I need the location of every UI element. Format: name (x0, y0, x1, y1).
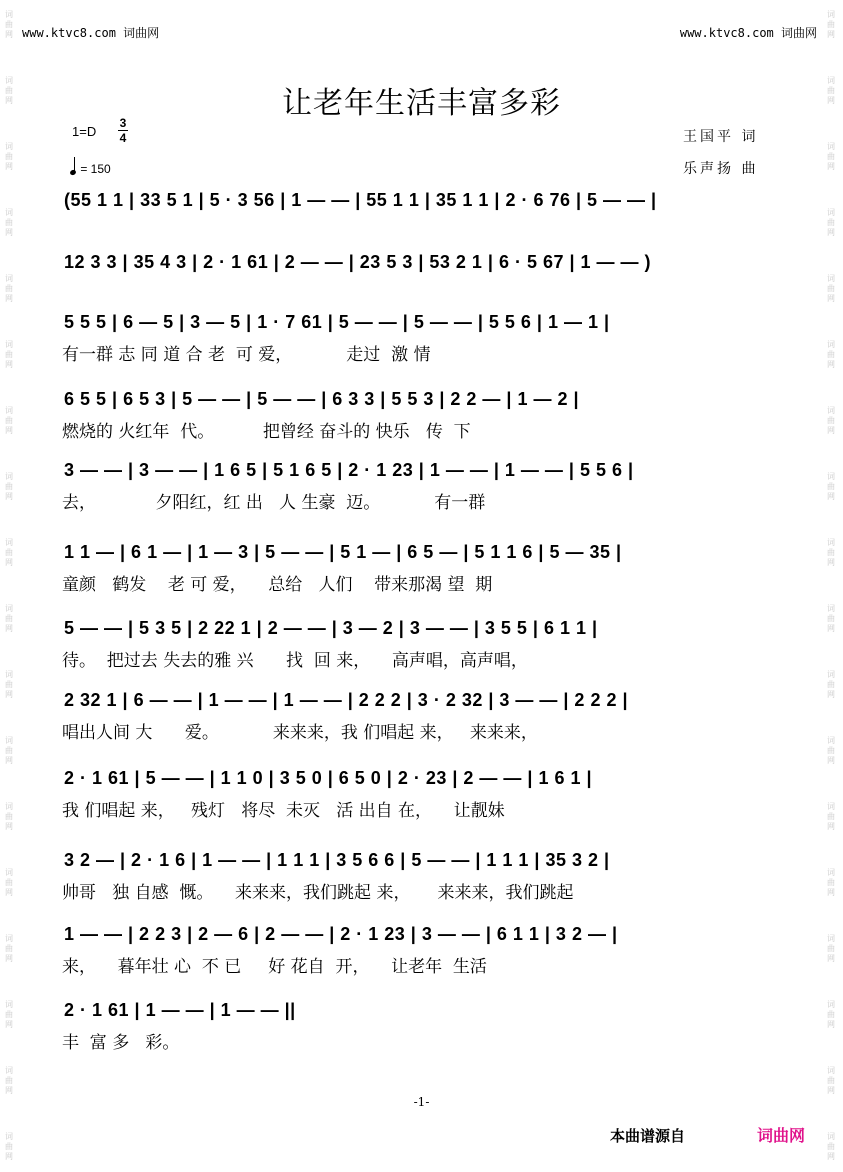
lyric-line (60, 216, 780, 246)
watermark-text: 词 曲 网 (827, 472, 835, 501)
source-logo[interactable]: 词曲网 (757, 1126, 806, 1145)
lyric-line (60, 568, 780, 598)
watermark-text: 词 曲 网 (827, 142, 835, 171)
notation-text: 2 32 1 | 6 — — | 1 — — | 1 — — | 2 2 2 | 3 · 2 32 | 3 — — | 2 2 2 | (64, 690, 629, 710)
tempo-value: = 150 (80, 162, 111, 176)
notation-text: 1 — — | 2 2 3 | 2 — 6 | 2 — — | 2 · 1 23 | 3 — — | 6 1 1 | 3 2 — | (64, 924, 618, 944)
lyric-line (60, 794, 780, 824)
score-system (60, 764, 780, 824)
watermark-text: 词 曲 网 (5, 10, 13, 39)
watermark-text: 词 曲 网 (827, 76, 835, 105)
watermark-text: 词 曲 网 (827, 604, 835, 633)
notation-line (60, 385, 780, 415)
watermark-text: 词 曲 网 (5, 142, 13, 171)
watermark-strip-left (0, 0, 18, 1172)
watermark-text: 词 曲 网 (5, 274, 13, 303)
notation-line (60, 538, 780, 568)
watermark-text: 词 曲 网 (827, 802, 835, 831)
notation-line (60, 308, 780, 338)
lyric-line (60, 278, 780, 308)
lyric-text: 帅哥 独 自感 慨。 来来来，我们跳起 来， 来来来，我们跳起 (62, 883, 574, 903)
lyric-line (60, 338, 780, 368)
notation-text: (55 1 1 | 33 5 1 | 5 · 3 56 | 1 — — | 55 1 1 | 35 1 1 | 2 · 6 76 | 5 — — | (64, 190, 657, 210)
watermark-text: 词 曲 网 (827, 406, 835, 435)
lyric-line (60, 1026, 780, 1056)
score-system (60, 456, 780, 516)
lyric-line (60, 486, 780, 516)
lyric-text: 唱出人间 大 爱。 来来来，我 们唱起 来， 来来来， (62, 723, 538, 743)
notation-text: 12 3 3 | 35 4 3 | 2 · 1 61 | 2 — — | 23 5 3 | 53 2 1 | 6 · 5 67 | 1 — — ) (64, 252, 652, 272)
watermark-text: 词 曲 网 (827, 208, 835, 237)
watermark-text: 词 曲 网 (5, 1000, 13, 1029)
notation-line (60, 920, 780, 950)
watermark-text: 词 曲 网 (5, 934, 13, 963)
notation-text: 6 5 5 | 6 5 3 | 5 — — | 5 — — | 6 3 3 | 5 5 3 | 2 2 — | 1 — 2 | (64, 389, 580, 409)
meter-bottom: 4 (119, 131, 127, 145)
watermark-text: 词 曲 网 (827, 934, 835, 963)
notation-text: 3 — — | 3 — — | 1 6 5 | 5 1 6 5 | 2 · 1 23 | 1 — — | 1 — — | 5 5 6 | (64, 460, 634, 480)
note-stem (74, 157, 75, 171)
site-url-left[interactable]: www.ktvc8.com 词曲网 (22, 26, 160, 40)
lyric-text: 有一群 志 同 道 合 老 可 爱， 走过 激 情 (62, 345, 431, 365)
watermark-text: 词 曲 网 (5, 802, 13, 831)
watermark-strip-right (822, 0, 840, 1172)
notation-text: 5 — — | 5 3 5 | 2 22 1 | 2 — — | 3 — 2 | 3 — — | 3 5 5 | 6 1 1 | (64, 618, 598, 638)
watermark-text: 词 曲 网 (5, 670, 13, 699)
site-url-right[interactable]: www.ktvc8.com 词曲网 (679, 26, 817, 40)
watermark-text: 词 曲 网 (827, 274, 835, 303)
tempo-marking (70, 159, 111, 176)
lyric-line (60, 876, 780, 906)
lyric-text: 来， 暮年壮 心 不 已 好 花自 开， 让老年 生活 (62, 957, 487, 977)
meter-top: 3 (119, 116, 127, 130)
score-system (60, 186, 780, 246)
notation-line (60, 764, 780, 794)
score-system (60, 308, 780, 368)
composer-credit: 乐声扬 曲 (683, 161, 759, 177)
score-system (60, 920, 780, 980)
watermark-text: 词 曲 网 (5, 868, 13, 897)
watermark-text: 词 曲 网 (5, 1066, 13, 1095)
watermark-text: 词 曲 网 (5, 1132, 13, 1161)
time-signature (118, 116, 128, 145)
notation-text: 5 5 5 | 6 — 5 | 3 — 5 | 1 · 7 61 | 5 — — | 5 — — | 5 5 6 | 1 — 1 | (64, 312, 610, 332)
notation-line (60, 846, 780, 876)
notation-line (60, 996, 780, 1026)
lyricist-credit: 王国平 词 (683, 129, 759, 145)
score-system (60, 686, 780, 746)
notation-text: 2 · 1 61 | 5 — — | 1 1 0 | 3 5 0 | 6 5 0 | 2 · 23 | 2 — — | 1 6 1 | (64, 768, 593, 788)
notation-text: 1 1 — | 6 1 — | 1 — 3 | 5 — — | 5 1 — | 6 5 — | 5 1 1 6 | 5 — 35 | (64, 542, 622, 562)
lyric-line (60, 644, 780, 674)
watermark-text: 词 曲 网 (5, 406, 13, 435)
notation-line (60, 614, 780, 644)
key-signature: 1=D (72, 124, 97, 139)
notation-line (60, 186, 780, 216)
score-system (60, 614, 780, 674)
watermark-text: 词 曲 网 (827, 1000, 835, 1029)
lyric-line (60, 415, 780, 445)
notation-line (60, 456, 780, 486)
watermark-text: 词 曲 网 (5, 340, 13, 369)
watermark-text: 词 曲 网 (827, 10, 835, 39)
watermark-text: 词 曲 网 (5, 76, 13, 105)
lyric-line (60, 950, 780, 980)
watermark-text: 词 曲 网 (5, 604, 13, 633)
source-label: 本曲谱源自 (610, 1127, 686, 1145)
score-system (60, 538, 780, 598)
notation-text: 3 2 — | 2 · 1 6 | 1 — — | 1 1 1 | 3 5 6 6 | 5 — — | 1 1 1 | 35 3 2 | (64, 850, 610, 870)
watermark-text: 词 曲 网 (5, 472, 13, 501)
watermark-text: 词 曲 网 (5, 736, 13, 765)
watermark-text: 词 曲 网 (5, 538, 13, 567)
watermark-text: 词 曲 网 (827, 538, 835, 567)
watermark-text: 词 曲 网 (827, 736, 835, 765)
notation-line (60, 248, 780, 278)
lyric-text: 去， 夕阳红，红 出 人 生豪 迈。 有一群 (62, 493, 486, 513)
score-system (60, 996, 780, 1056)
notation-line (60, 686, 780, 716)
score-system (60, 248, 780, 308)
page-number: -1- (413, 1095, 430, 1109)
score-system (60, 846, 780, 906)
lyric-text: 我 们唱起 来， 残灯 将尽 未灭 活 出自 在， 让靓妹 (62, 801, 505, 821)
quarter-note-icon (69, 169, 76, 176)
song-title: 让老年生活丰富多彩 (282, 86, 561, 121)
score-system (60, 385, 780, 445)
watermark-text: 词 曲 网 (827, 1132, 835, 1161)
lyric-text: 丰 富 多 彩。 (62, 1033, 180, 1053)
lyric-text: 待。 把过去 失去的雅 兴 找 回 来， 高声唱，高声唱， (62, 651, 528, 671)
watermark-text: 词 曲 网 (827, 1066, 835, 1095)
watermark-text: 词 曲 网 (827, 868, 835, 897)
lyric-line (60, 716, 780, 746)
lyric-text: 燃烧的 火红年 代。 把曾经 奋斗的 快乐 传 下 (62, 422, 471, 442)
notation-text: 2 · 1 61 | 1 — — | 1 — — || (64, 1000, 296, 1020)
lyric-text: 童颜 鹤发 老 可 爱， 总给 人们 带来那渴 望 期 (62, 575, 493, 595)
watermark-text: 词 曲 网 (827, 340, 835, 369)
watermark-text: 词 曲 网 (827, 670, 835, 699)
watermark-text: 词 曲 网 (5, 208, 13, 237)
